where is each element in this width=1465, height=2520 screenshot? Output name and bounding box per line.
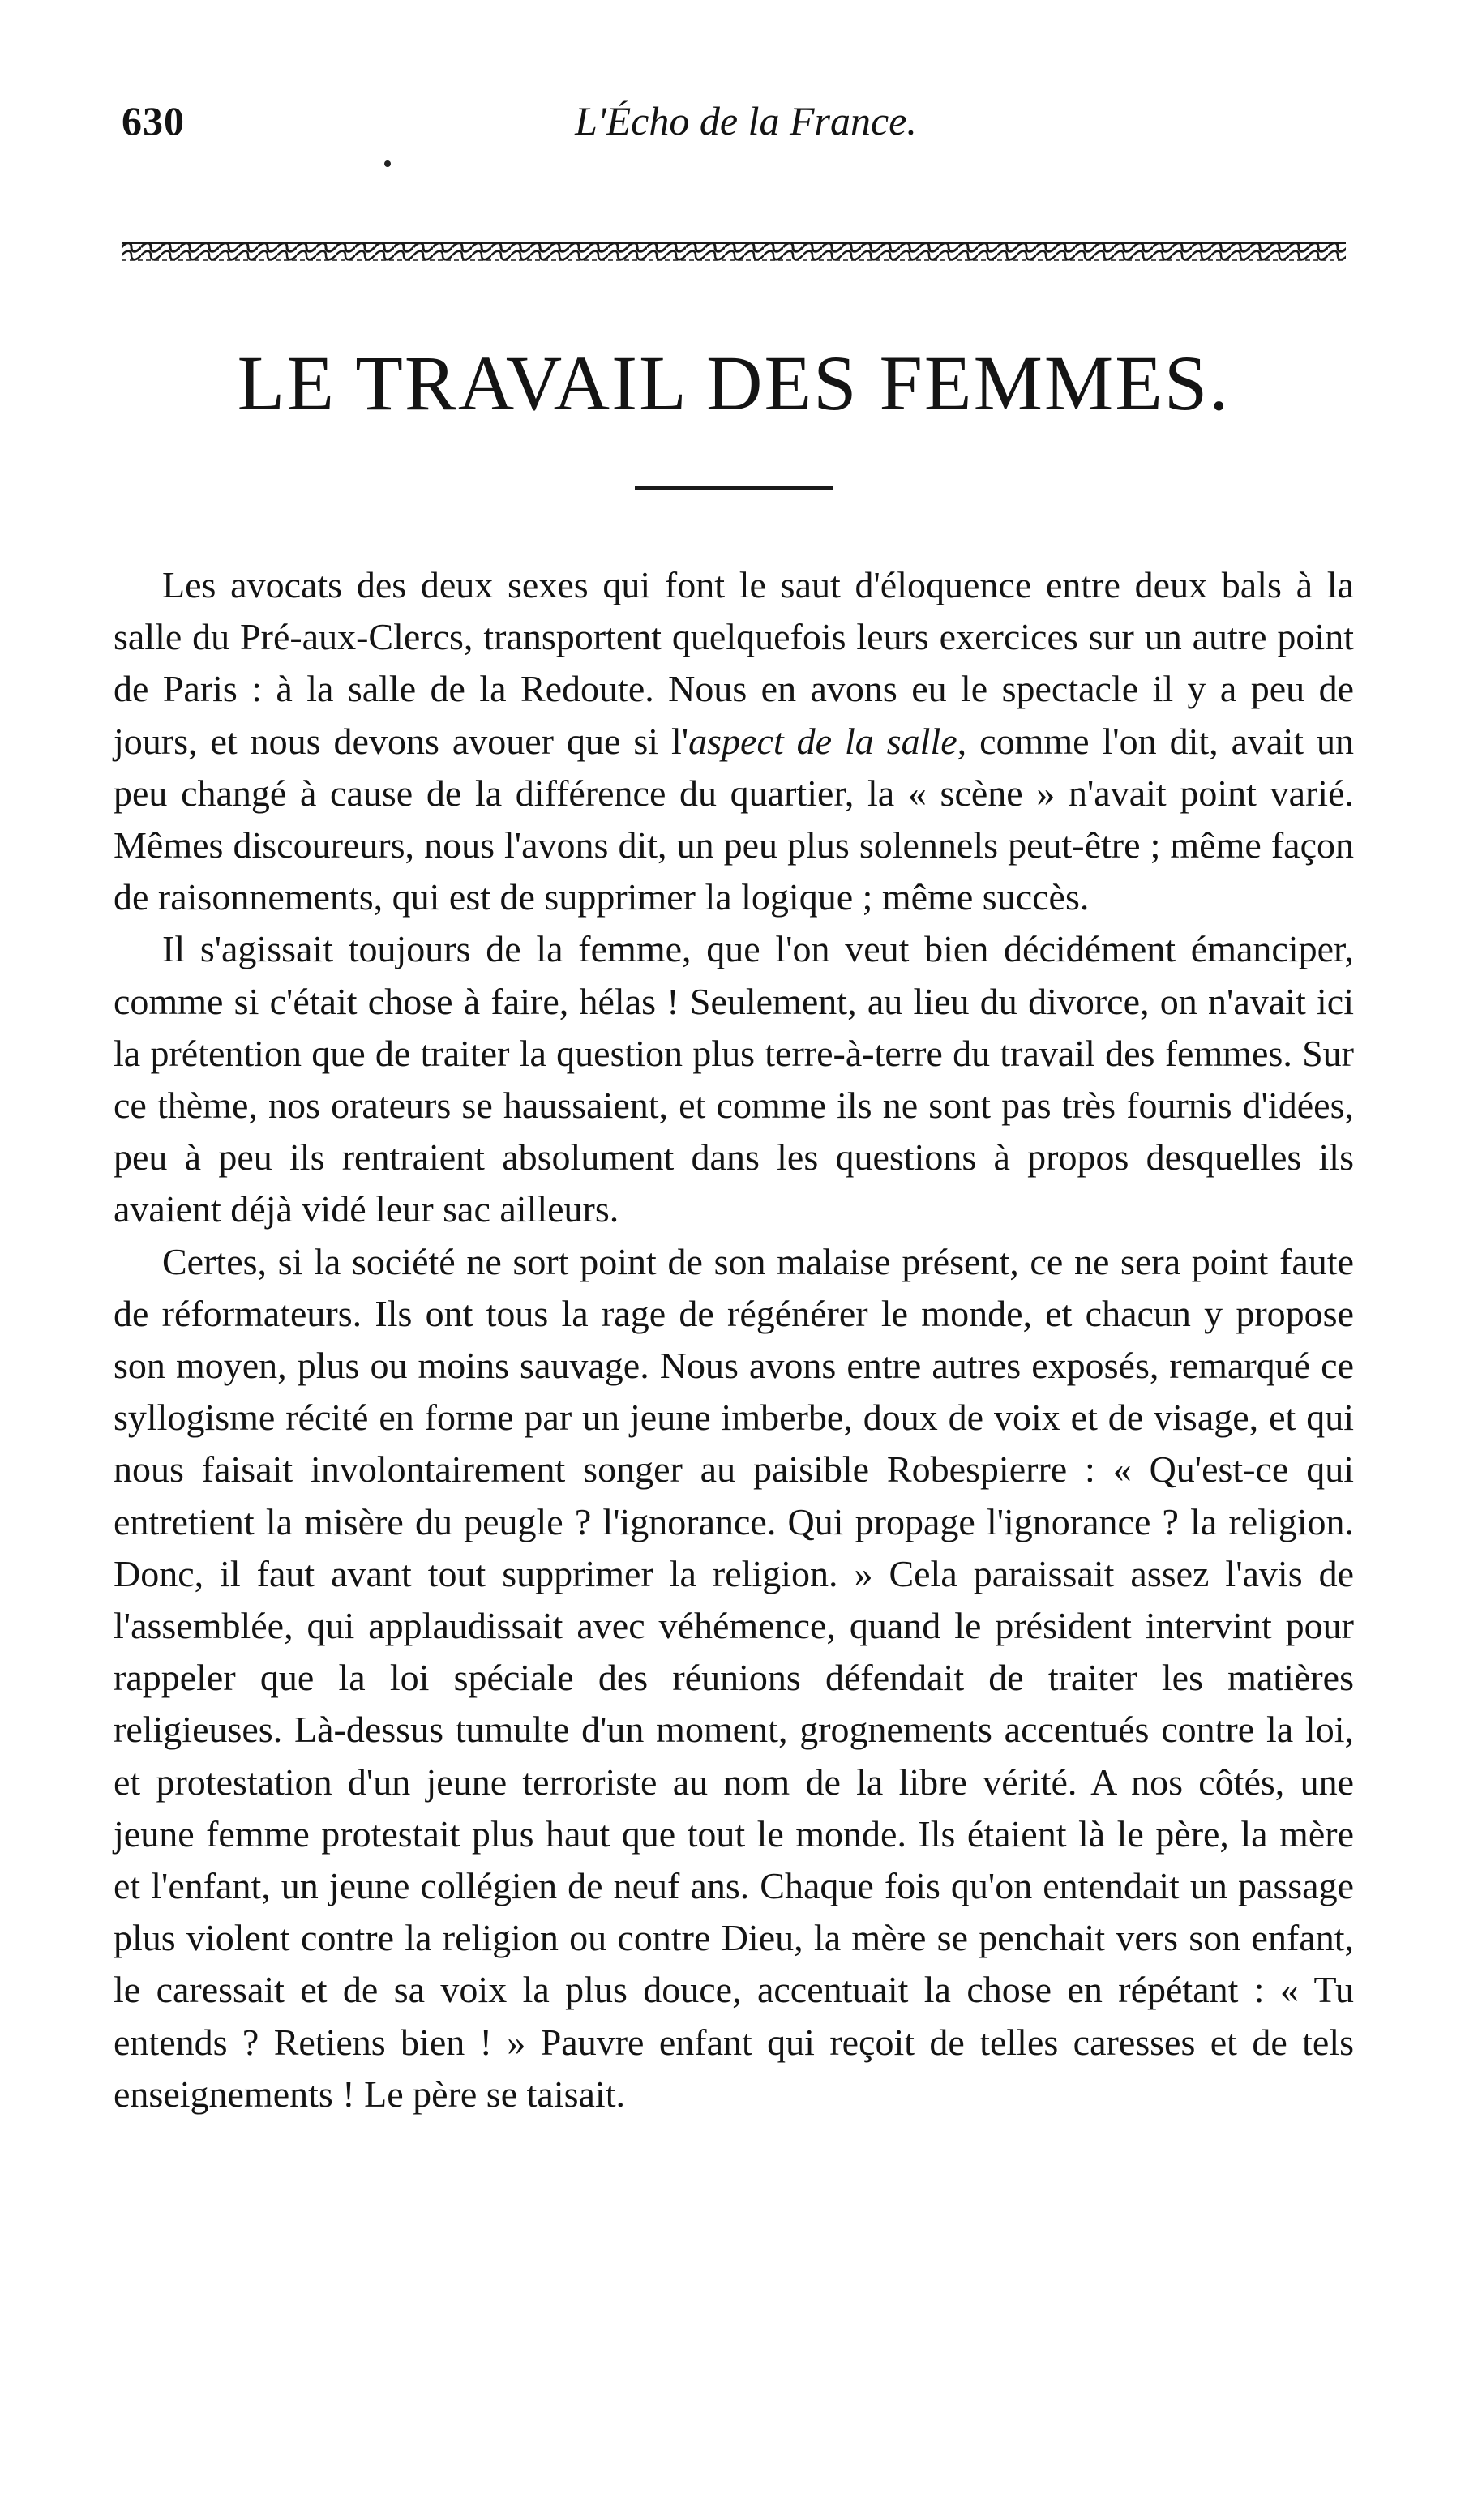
paragraph-3: Certes, si la société ne sort point de son malaise présent, ce ne sera point faute de réformateurs. Ils ont tous la rage de régénérer le monde, et chacun y propose son moyen, plus ou moins sauvage. Nous avons entre autres exposés, remarqué ce syllogisme récité en forme par un jeune imberbe, doux de voix et de visage, et qui nous faisait involontairement songer au paisible Robespierre : « Qu'est-ce qui entretient la misère du peugle ? l'ignorance. Qui propage l'ignorance ? la religion. Donc, il faut avant tout supprimer la religion. » Cela paraissait assez l'avis de l'assemblée, qui applaudissait avec véhémence, quand le président intervint pour rappeler que la loi spéciale des réunions défendait de traiter les matières religieuses. Là-dessus tumulte d'un moment, grognements accentués contre la loi, et protestation d'un jeune terroriste au nom de la libre vérité. A nos côtés, une jeune femme protestait plus haut que tout le monde. Ils étaient là le père, la mère et l'enfant, un jeune collégien de neuf ans. Chaque fois qu'on entendait un passage plus violent contre la religion ou contre Dieu, la mère se penchait vers son enfant, le caressait et de sa voix la plus douce, accentuait la chose en répétant : « Tu entends ? Retiens bien ! » Pauvre enfant qui reçoit de telles caresses et de tels enseignements ! Le père se taisait. xyxy=(114,1240,1354,2115)
running-head xyxy=(122,97,1346,154)
title-divider-rule xyxy=(635,486,833,490)
article-title: LE TRAVAIL DES FEMMES. xyxy=(237,340,1231,426)
article-body xyxy=(114,559,1354,2120)
paragraph-1 xyxy=(114,559,1354,923)
paragraph-1-text-start: Les avocats des deux sexes qui font le saut d'éloquence entre deux bals à la salle du Pré-aux-Clercs, transportent quelquefois leurs exercices sur un autre point de Paris : à la salle de la Redoute. Nous en avons eu le spectacle il y a peu de jours, et nous devons avouer que si l' xyxy=(114,564,1354,762)
paragraph-2: Il s'agissait toujours de la femme, que l'on veut bien décidément émanciper, comme si c'était chose à faire, hélas ! Seulement, au lieu du divorce, on n'avait ici la prétention que de traiter la question plus terre-à-terre du travail des femmes. Sur ce thème, nos orateurs se haussaient, et comme ils ne sont pas très fournis d'idées, peu à peu ils rentraient absolument dans les questions à propos desquelles ils avaient déjà vidé leur sac ailleurs. xyxy=(114,928,1354,1230)
print-speck xyxy=(384,160,391,167)
paragraph-1-text-end: comme l'on dit, avait un peu changé à cause de la différence du quartier, la « scène » n'avait point varié. Mêmes discoureurs, nous l'avons dit, un peu plus solennels peut-être ; même façon de raisonnements, qui est de supprimer la logique ; même succès. xyxy=(114,720,1355,918)
page-number: 630 xyxy=(122,98,185,143)
decorative-border-ornament xyxy=(122,240,1346,263)
ornament-rule-graphic xyxy=(122,240,1346,263)
running-title: L'Écho de la France. xyxy=(575,98,917,143)
paragraph-1-italic-phrase: aspect de la salle, xyxy=(688,720,967,762)
